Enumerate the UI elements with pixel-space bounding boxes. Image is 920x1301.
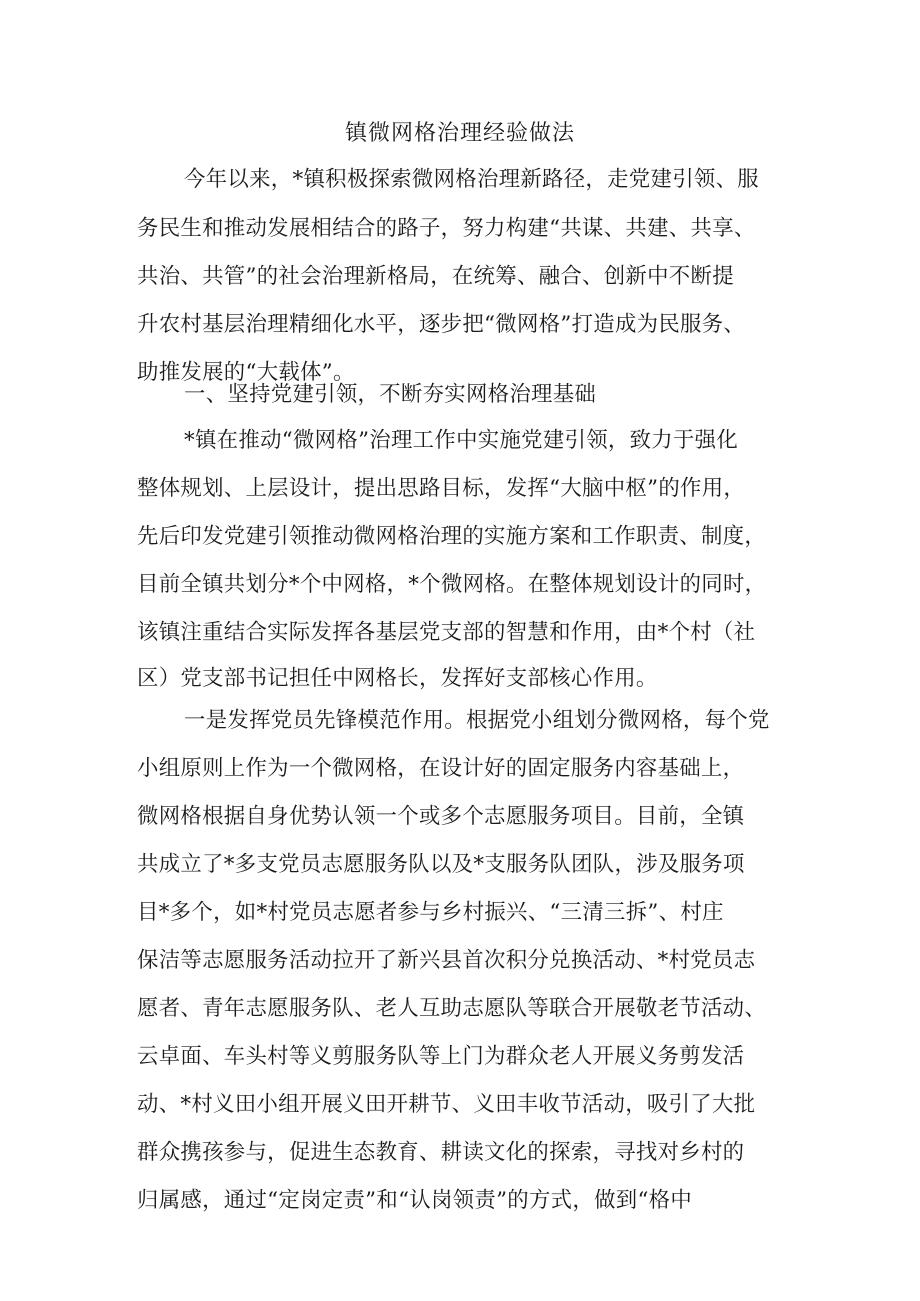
paragraph-line: 动、*村义田小组开展义田开耕节、义田丰收节活动，吸引了大批	[137, 1092, 756, 1117]
paragraph-line: 目前全镇共划分*个中网格，*个微网格。在整体规划设计的同时，	[137, 572, 767, 597]
paragraph-line: 先后印发党建引领推动微网格治理的实施方案和工作职责、制度，	[137, 524, 767, 549]
paragraph-line: 助推发展的“大载体”。	[137, 360, 355, 385]
paragraph-line: 云卓面、车头村等义剪服务队等上门为群众老人开展义务剪发活	[137, 1044, 745, 1069]
document-title: 镇微网格治理经验做法	[344, 121, 575, 146]
paragraph-line: 该镇注重结合实际发挥各基层党支部的智慧和作用，由*个村（社	[137, 620, 756, 645]
paragraph-line: 共成立了*多支党员志愿服务队以及*支服务队团队，涉及服务项	[137, 852, 745, 877]
paragraph-line: 一是发挥党员先锋模范作用。根据党小组划分微网格，每个党	[184, 708, 770, 733]
section-heading: 一、坚持党建引领，不断夯实网格治理基础	[184, 382, 597, 407]
paragraph-line: 微网格根据自身优势认领一个或多个志愿服务项目。目前，全镇	[137, 804, 745, 829]
paragraph-line: 区）党支部书记担任中网格长，发挥好支部核心作用。	[137, 666, 658, 691]
paragraph-line: 小组原则上作为一个微网格，在设计好的固定服务内容基础上，	[137, 756, 745, 781]
paragraph-line: *镇在推动“微网格”治理工作中实施党建引领，致力于强化	[184, 428, 739, 453]
paragraph-line: 共治、共管”的社会治理新格局，在统筹、融合、创新中不断提	[137, 264, 734, 289]
paragraph-line: 今年以来，*镇积极探索微网格治理新路径，走党建引领、服	[184, 167, 759, 192]
paragraph-line: 群众携孩参与，促进生态教育、耕读文化的探索，寻找对乡村的	[137, 1140, 745, 1165]
paragraph-line: 目*多个，如*村党员志愿者参与乡村振兴、“三清三拆”、村庄	[137, 900, 724, 925]
paragraph-line: 务民生和推动发展相结合的路子，努力构建“共谋、共建、共享、	[137, 216, 756, 241]
paragraph-line: 愿者、青年志愿服务队、老人互助志愿队等联合开展敬老节活动、	[137, 996, 767, 1021]
paragraph-line: 归属感，通过“定岗定责”和“认岗领责”的方式，做到“格中	[137, 1188, 693, 1213]
paragraph-line: 升农村基层治理精细化水平，逐步把“微网格”打造成为民服务、	[137, 312, 746, 337]
paragraph-line: 整体规划、上层设计，提出思路目标，发挥“大脑中枢”的作用，	[137, 476, 746, 501]
paragraph-line: 保洁等志愿服务活动拉开了新兴县首次积分兑换活动、*村党员志	[137, 948, 756, 973]
